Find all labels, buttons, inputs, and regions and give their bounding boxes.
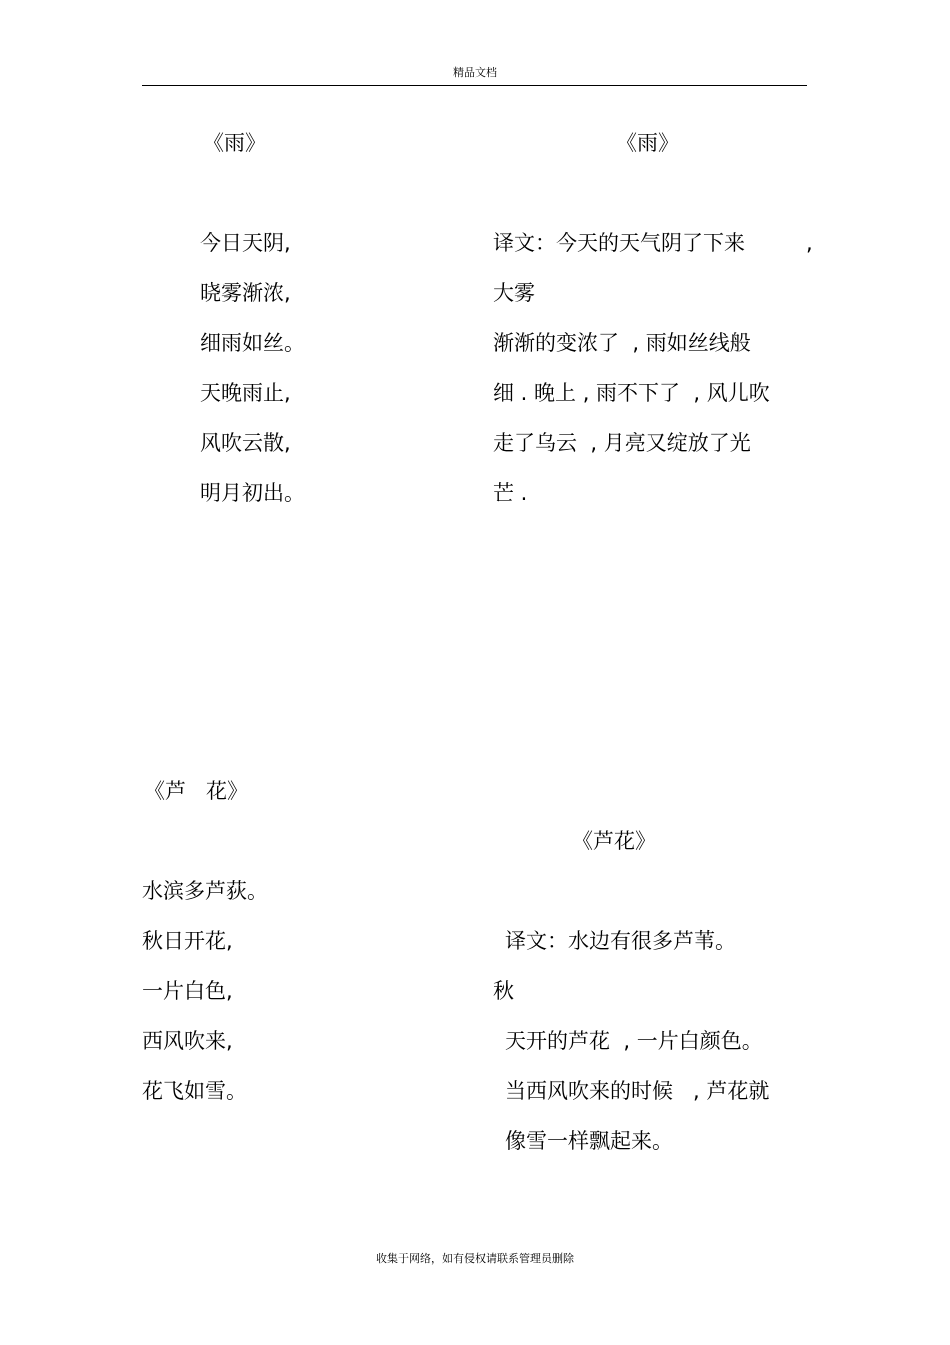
poem1-translation-title: 《雨》 — [616, 131, 679, 155]
poem1-title: 《雨》 — [203, 131, 266, 155]
poem2-translation-line-3: 天开的芦花 , 一片白颜色。 — [505, 1029, 763, 1053]
poem2-translation-line-2: 秋 — [493, 979, 514, 1003]
poem2-translation-line-1: 译文：水边有很多芦苇。 — [505, 929, 736, 953]
page-footer: 收集于网络，如有侵权请联系管理员删除 — [376, 1252, 574, 1265]
poem1-translation-line-2: 大雾 — [493, 281, 535, 305]
poem2-line-5: 花飞如雪。 — [142, 1079, 247, 1103]
poem1-translation-line-3: 渐渐的变浓了 , 雨如丝线般 — [493, 331, 751, 355]
page-header: 精品文档 — [453, 66, 497, 79]
header-divider — [142, 85, 807, 86]
poem1-translation-line-4: 细 . 晚上 , 雨不下了 , 风儿吹 — [493, 381, 770, 405]
poem1-line-6: 明月初出。 — [200, 481, 305, 505]
poem2-line-3: 一片白色, — [142, 979, 233, 1003]
poem1-translation-comma: , — [806, 231, 813, 255]
poem2-translation-line-4: 当西风吹来的时候 , 芦花就 — [505, 1079, 770, 1103]
poem2-title: 《芦 花》 — [144, 779, 249, 803]
poem1-line-3: 细雨如丝。 — [200, 331, 305, 355]
poem1-line-4: 天晚雨止, — [200, 381, 291, 405]
poem2-translation-title: 《芦花》 — [572, 829, 656, 853]
poem2-line-1: 水滨多芦荻。 — [142, 879, 268, 903]
poem1-line-2: 晓雾渐浓, — [200, 281, 291, 305]
poem1-translation-line-1: 译文：今天的天气阴了下来 — [493, 231, 745, 255]
poem2-line-2: 秋日开花, — [142, 929, 233, 953]
poem2-translation-line-5: 像雪一样飘起来。 — [505, 1129, 673, 1153]
poem1-line-5: 风吹云散, — [200, 431, 291, 455]
poem2-line-4: 西风吹来, — [142, 1029, 233, 1053]
poem1-line-1: 今日天阴, — [200, 231, 291, 255]
poem1-translation-line-6: 芒 . — [493, 481, 528, 505]
poem1-translation-line-5: 走了乌云 , 月亮又绽放了光 — [493, 431, 751, 455]
